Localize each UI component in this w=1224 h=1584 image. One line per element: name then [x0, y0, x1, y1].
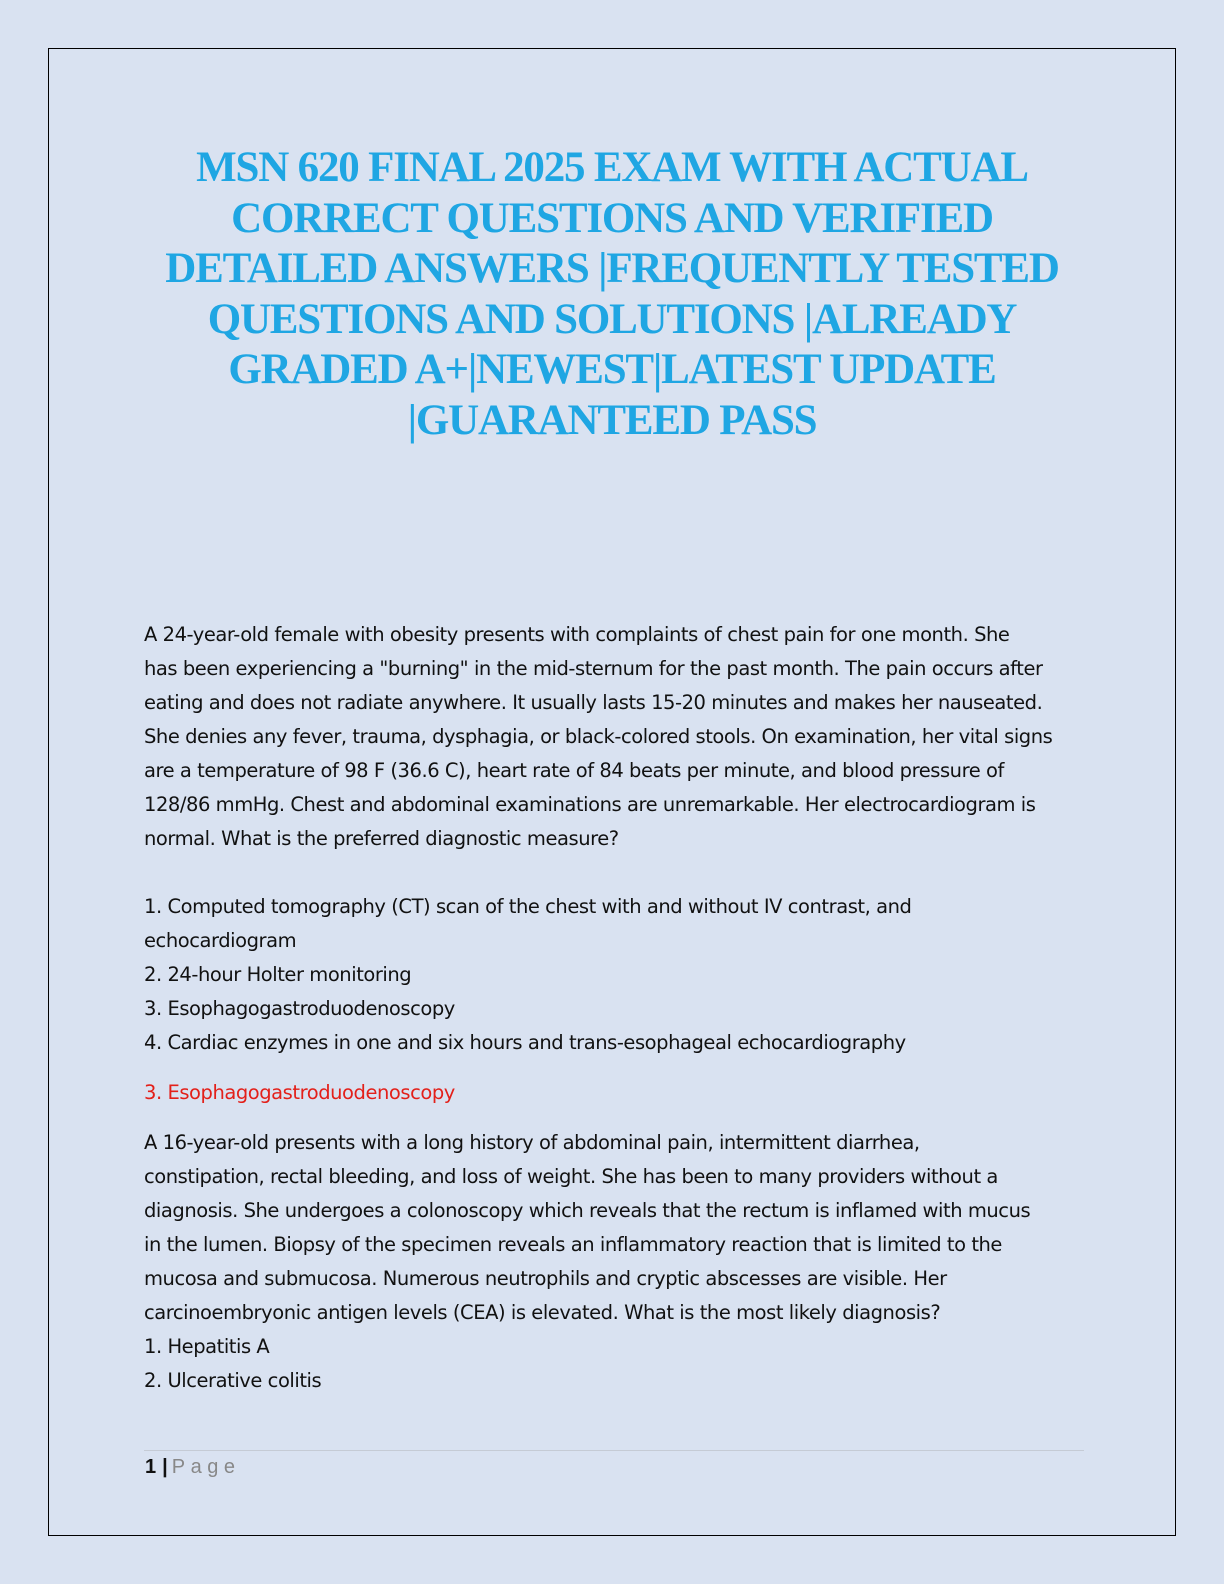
page-footer [145, 1454, 240, 1480]
title-line: MSN 620 FINAL 2025 EXAM WITH ACTUAL [196, 144, 1028, 191]
stem-line: constipation, rectal bleeding, and loss of weight. She has been to many providers without a [144, 1165, 998, 1188]
spacer [144, 856, 1084, 890]
stem-line: A 16-year-old presents with a long history of abdominal pain, intermittent diarrhea, [144, 1131, 920, 1154]
title-line: DETAILED ANSWERS |FREQUENTLY TESTED [165, 245, 1059, 292]
spacer [144, 1060, 1084, 1076]
title-line: CORRECT QUESTIONS AND VERIFIED [231, 194, 993, 242]
stem-line: A 24-year-old female with obesity presents with complaints of chest pain for one month. She [144, 623, 1010, 646]
stem-line: normal. What is the preferred diagnostic measure? [144, 827, 619, 850]
question-1-stem [144, 618, 1084, 856]
page-number: 1 [145, 1456, 157, 1478]
option-line: 1. Hepatitis A [144, 1335, 270, 1358]
option-line: 2. Ulcerative colitis [144, 1369, 322, 1392]
title-line: GRADED A+|NEWEST|LATEST UPDATE [228, 346, 996, 393]
document-body [144, 618, 1084, 1398]
option-line: echocardiogram [144, 929, 297, 952]
document-title [140, 143, 1084, 446]
question-1-answer: 3. Esophagogastroduodenoscopy [144, 1081, 455, 1104]
footer-divider [144, 1450, 1084, 1451]
option-line: 1. Computed tomography (CT) scan of the chest with and without IV contrast, and [144, 895, 912, 918]
stem-line: in the lumen. Biopsy of the specimen reveals an inflammatory reaction that is limited to the [144, 1233, 1002, 1256]
question-2-stem [144, 1126, 1084, 1330]
footer-separator: | [162, 1456, 168, 1478]
title-line: QUESTIONS AND SOLUTIONS |ALREADY [207, 295, 1017, 343]
stem-line: She denies any fever, trauma, dysphagia, or black-colored stools. On examination, her vital signs [144, 725, 1053, 748]
spacer [144, 1110, 1084, 1126]
option-line: 3. Esophagogastroduodenoscopy [144, 997, 455, 1020]
stem-line: has been experiencing a "burning" in the mid-sternum for the past month. The pain occurs after [144, 657, 1043, 680]
question-1 [144, 618, 1084, 1110]
stem-line: carcinoembryonic antigen levels (CEA) is elevated. What is the most likely diagnosis? [144, 1301, 941, 1324]
stem-line: are a temperature of 98 F (36.6 C), heart rate of 84 beats per minute, and blood pressure of [144, 759, 1004, 782]
option-line: 4. Cardiac enzymes in one and six hours and trans-esophageal echocardiography [144, 1031, 906, 1054]
question-1-options [144, 890, 1084, 1060]
title-line: |GUARANTEED PASS [407, 396, 817, 444]
stem-line: diagnosis. She undergoes a colonoscopy which reveals that the rectum is inflamed with mucus [144, 1199, 1031, 1222]
page-label: Page [171, 1456, 241, 1478]
question-2-options [144, 1330, 1084, 1398]
stem-line: eating and does not radiate anywhere. It usually lasts 15-20 minutes and makes her nauseated. [144, 691, 1043, 714]
stem-line: 128/86 mmHg. Chest and abdominal examinations are unremarkable. Her electrocardiogram is [144, 793, 1036, 816]
option-line: 2. 24-hour Holter monitoring [144, 963, 412, 986]
question-2 [144, 1126, 1084, 1398]
stem-line: mucosa and submucosa. Numerous neutrophils and cryptic abscesses are visible. Her [144, 1267, 947, 1290]
